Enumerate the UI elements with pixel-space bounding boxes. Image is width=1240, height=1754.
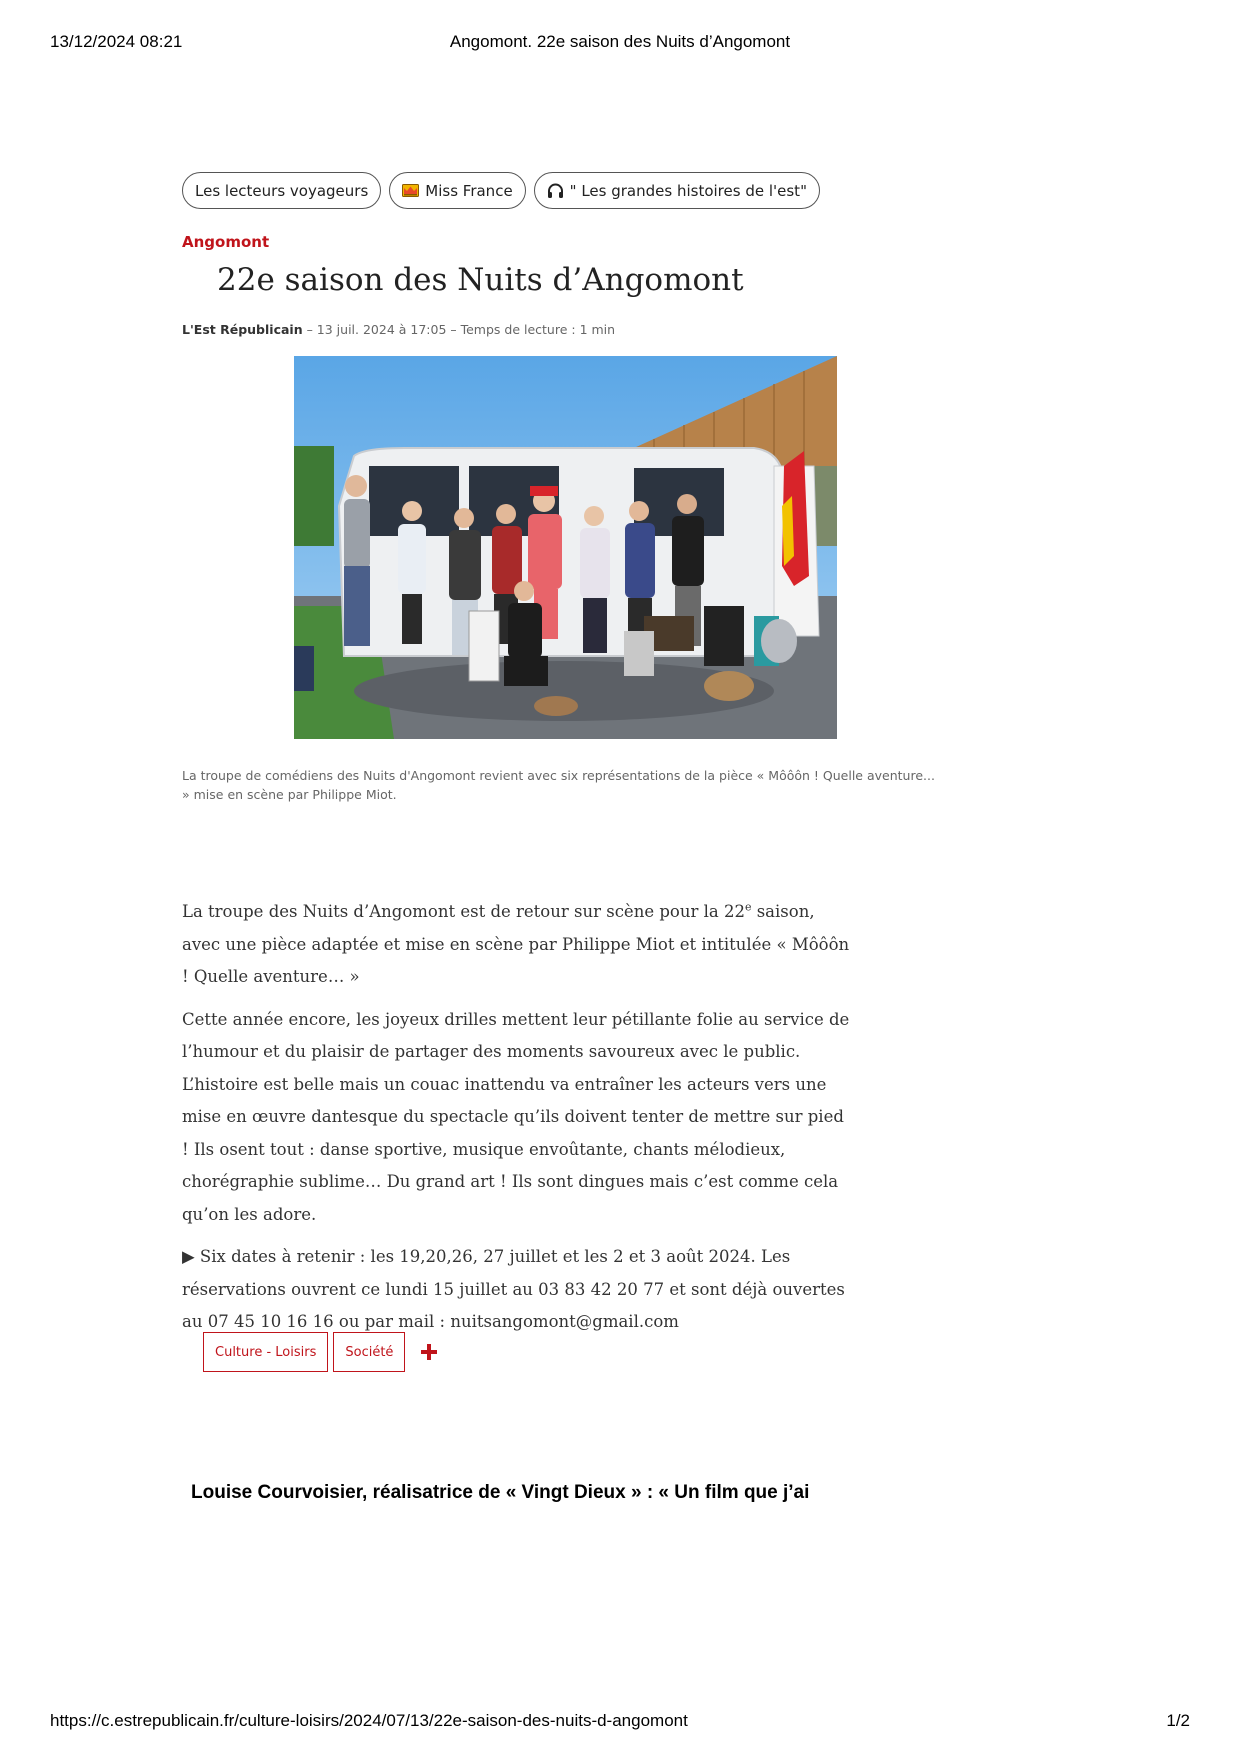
print-url: https://c.estrepublicain.fr/culture-loisirs/2024/07/13/22e-saison-des-nuits-d-angomont [50, 1711, 688, 1730]
article-headline: 22e saison des Nuits d’Angomont [217, 262, 744, 298]
topic-chips [182, 172, 820, 209]
photo-caption: La troupe de comédiens des Nuits d'Angomont revient avec six représentations de la pièce « Môôôn ! Quelle aventure... » mise en scène par Philippe Miot. [182, 768, 935, 802]
print-page-title: Angomont. 22e saison des Nuits d’Angomont [449, 32, 791, 51]
article-body [182, 896, 854, 1349]
byline-source: L'Est Républicain [182, 322, 303, 337]
chip-miss-france[interactable] [389, 172, 525, 209]
paragraph-text: saison, avec une pièce adaptée et mise en scène par Philippe Miot et intitulée « Môôôn ! Quelle aventure… » [182, 902, 850, 986]
article-paragraph: ▶ Six dates à retenir : les 19,20,26, 27 juillet et les 2 et 3 août 2024. Les réservations ouvrent ce lundi 15 juillet au 03 83 42 20 77 et sont déjà ouvertes au 07 45 10 16 16 ou par mail : nuitsangomont@gmail.com [182, 1247, 845, 1331]
print-page-number: 1/2 [1166, 1711, 1190, 1730]
tag-culture-loisirs[interactable]: Culture - Loisirs [203, 1332, 328, 1372]
related-article-headline[interactable]: Louise Courvoisier, réalisatrice de « Vingt Dieux » : « Un film que j’ai [191, 1482, 810, 1503]
chip-label: " Les grandes histoires de l'est" [569, 181, 807, 200]
ordinal-suffix: e [744, 900, 752, 914]
article-photo [294, 356, 837, 739]
chip-label: Les lecteurs voyageurs [195, 181, 369, 200]
plus-icon[interactable] [419, 1342, 439, 1362]
crown-icon [402, 184, 419, 197]
article-tags [203, 1332, 439, 1372]
article-paragraph: Cette année encore, les joyeux drilles mettent leur pétillante folie au service de l’humour et du plaisir de partager des moments savoureux avec le public. L’histoire est belle mais un couac inattendu va entraîner les acteurs vers une mise en œuvre dantesque du spectacle qu’ils doivent tenter de mettre sur pied ! Ils osent tout : danse sportive, musique envoûtante, chants mélodieux, chorégraphie sublime… Du grand art ! Ils sont dingues mais c’est comme cela qu’on les adore. [182, 1009, 850, 1224]
print-footer [50, 1711, 1190, 1735]
byline-meta: – 13 juil. 2024 à 17:05 – Temps de lecture : 1 min [302, 322, 616, 337]
article-paragraph [182, 896, 854, 994]
article-byline [182, 322, 615, 337]
chip-grandes-histoires[interactable] [534, 172, 820, 209]
headphones-icon [547, 183, 564, 199]
section-label[interactable]: Angomont [182, 233, 270, 251]
tag-societe[interactable]: Société [333, 1332, 405, 1372]
paragraph-text: La troupe des Nuits d’Angomont est de retour sur scène pour la 22 [182, 902, 745, 921]
chip-lecteurs-voyageurs[interactable] [182, 172, 381, 209]
print-datetime: 13/12/2024 08:21 [50, 32, 183, 51]
chip-label: Miss France [425, 181, 513, 200]
print-header [50, 32, 1190, 56]
